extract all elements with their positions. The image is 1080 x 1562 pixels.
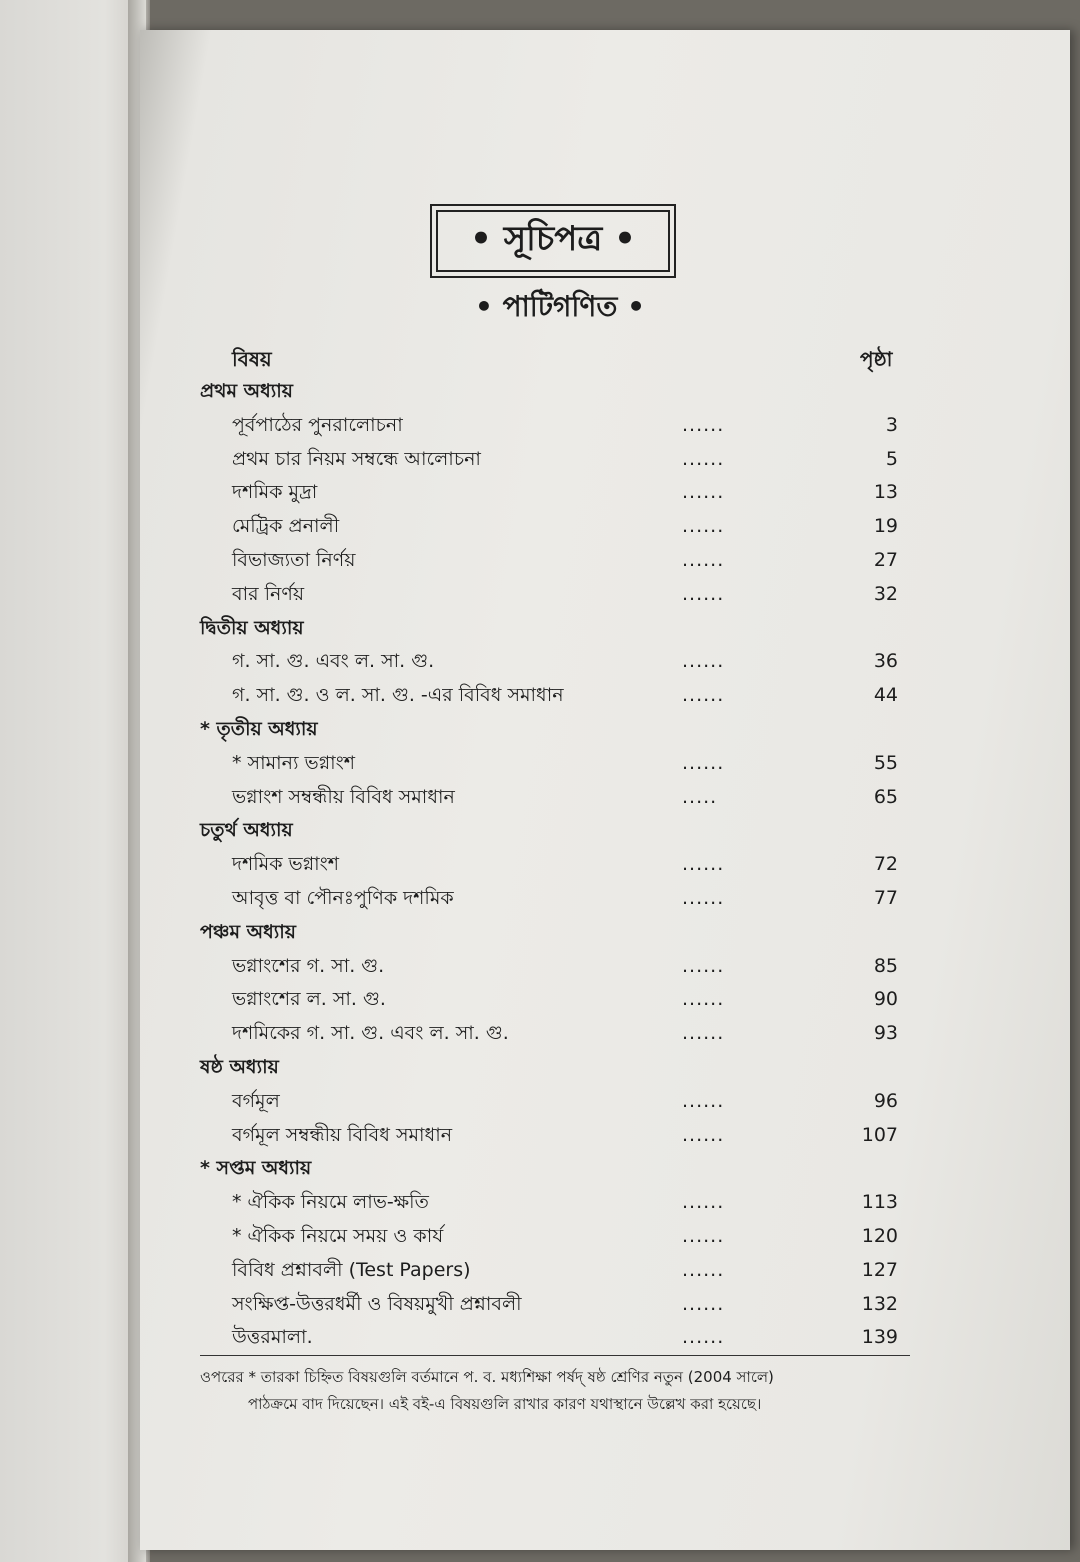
toc-chapter-heading xyxy=(0,376,1080,406)
toc-label: চতুর্থ অধ্যায় xyxy=(200,819,293,842)
toc-chapter-heading xyxy=(0,917,1080,947)
toc-page-number: 90 xyxy=(873,988,898,1011)
toc-entry xyxy=(0,1120,1080,1150)
toc-chapter-heading xyxy=(0,815,1080,845)
footnote xyxy=(200,1364,920,1418)
toc-label: পূর্বপাঠের পুনরালোচনা xyxy=(232,413,403,436)
toc-label: * ঐকিক নিয়মে সময় ও কার্য xyxy=(232,1225,444,1247)
toc-label: মেট্রিক প্রনালী xyxy=(232,515,340,538)
toc-label: বার নির্ণয় xyxy=(232,582,305,605)
toc-page-number: 120 xyxy=(861,1225,898,1247)
toc-label: আবৃত্ত বা পৌনঃপুণিক দশমিক xyxy=(232,887,454,909)
toc-leader-dots: ...... xyxy=(682,751,725,774)
toc-leader-dots: ...... xyxy=(682,887,725,909)
toc-entry xyxy=(0,1221,1080,1251)
toc-label: প্রথম অধ্যায় xyxy=(200,380,293,402)
toc-page-number: 44 xyxy=(873,684,898,707)
toc-page-number: 72 xyxy=(873,853,898,876)
toc-leader-dots: ..... xyxy=(682,785,718,808)
toc-page-number: 77 xyxy=(873,887,898,909)
toc-page-number: 5 xyxy=(885,447,898,470)
toc-label: দ্বিতীয় অধ্যায় xyxy=(200,616,304,639)
toc-entry xyxy=(0,984,1080,1014)
toc-page-number: 127 xyxy=(861,1258,898,1281)
toc-page-number: 139 xyxy=(861,1326,898,1349)
toc-entry xyxy=(0,1187,1080,1217)
toc-leader-dots: ...... xyxy=(682,1089,725,1112)
toc-chapter-heading xyxy=(0,714,1080,744)
toc-leader-dots: ...... xyxy=(682,1292,725,1315)
toc-label: বিভাজ্যতা নির্ণয় xyxy=(232,549,356,571)
toc-label: * সপ্তম অধ্যায় xyxy=(200,1157,312,1180)
toc-label: * ঐকিক নিয়মে লাভ-ক্ষতি xyxy=(232,1191,429,1214)
toc-label: ভগ্নাংশের গ. সা. গু. xyxy=(232,954,385,977)
toc-leader-dots: ...... xyxy=(682,650,725,673)
toc-page-number: 85 xyxy=(873,954,898,977)
toc-entry xyxy=(0,1322,1080,1352)
toc-page-number: 27 xyxy=(873,549,898,571)
toc-label: দশমিক মুদ্রা xyxy=(232,481,318,504)
toc-entry xyxy=(0,444,1080,474)
toc-page-number: 107 xyxy=(861,1123,898,1146)
toc-label: গ. সা. গু. ও ল. সা. গু. -এর বিবিধ সমাধান xyxy=(232,684,564,707)
footnote-line-2: পাঠক্রমে বাদ দিয়েছেন। এই বই-এ বিষয়গুলি রাখার কারণ যথাস্থানে উল্লেখ করা হয়েছে। xyxy=(248,1395,762,1413)
section-subtitle: • পাটিগণিত • xyxy=(475,290,645,323)
toc-entry xyxy=(0,849,1080,879)
toc-entry xyxy=(0,1018,1080,1048)
toc-leader-dots: ...... xyxy=(682,954,725,977)
toc-entry xyxy=(0,579,1080,609)
toc-entry xyxy=(0,1086,1080,1116)
toc-entry xyxy=(0,545,1080,575)
toc-page-number: 132 xyxy=(861,1292,898,1315)
toc-label: বর্গমূল সম্বন্ধীয় বিবিধ সমাধান xyxy=(232,1123,453,1146)
toc-leader-dots: ...... xyxy=(682,582,725,605)
toc-page-number: 36 xyxy=(873,650,898,673)
toc-page-number: 65 xyxy=(873,785,898,808)
column-header-page: পৃষ্ঠা xyxy=(860,347,893,371)
column-header-topic: বিষয় xyxy=(232,347,272,371)
toc-leader-dots: ...... xyxy=(682,481,725,504)
toc-label: ষষ্ঠ অধ্যায় xyxy=(200,1056,279,1078)
toc-leader-dots: ...... xyxy=(682,447,725,470)
toc-label: ভগ্নাংশের ল. সা. গু. xyxy=(232,988,386,1011)
toc-chapter-heading xyxy=(0,613,1080,643)
toc-leader-dots: ...... xyxy=(682,515,725,538)
toc-page-number: 3 xyxy=(885,413,898,436)
toc-leader-dots: ...... xyxy=(682,549,725,571)
toc-leader-dots: ...... xyxy=(682,1225,725,1247)
toc-label: দশমিক ভগ্নাংশ xyxy=(232,853,340,876)
toc-leader-dots: ...... xyxy=(682,1258,725,1281)
toc-leader-dots: ...... xyxy=(682,413,725,436)
toc-leader-dots: ...... xyxy=(682,1191,725,1214)
toc-leader-dots: ...... xyxy=(682,1326,725,1349)
toc-leader-dots: ...... xyxy=(682,853,725,876)
toc-leader-dots: ...... xyxy=(682,1022,725,1045)
toc-page-number: 113 xyxy=(861,1191,898,1214)
toc-entry xyxy=(0,1255,1080,1285)
toc-leader-dots: ...... xyxy=(682,988,725,1011)
toc-label: * সামান্য ভগ্নাংশ xyxy=(232,751,356,774)
toc-entry xyxy=(0,1289,1080,1319)
toc-label: পঞ্চম অধ্যায় xyxy=(200,920,296,943)
toc-page-number: 96 xyxy=(873,1089,898,1112)
page-title: • সূচিপত্র • xyxy=(436,210,670,272)
toc-entry xyxy=(0,410,1080,440)
toc-entry xyxy=(0,883,1080,913)
toc-label: উত্তরমালা. xyxy=(232,1326,313,1349)
toc-label: বর্গমূল xyxy=(232,1089,280,1112)
toc-entry xyxy=(0,680,1080,710)
toc-label: বিবিধ প্রশ্নাবলী (Test Papers) xyxy=(232,1258,471,1281)
toc-page-number: 93 xyxy=(873,1022,898,1045)
toc-page-number: 55 xyxy=(873,751,898,774)
toc-label: * তৃতীয় অধ্যায় xyxy=(200,718,318,740)
toc-label: গ. সা. গু. এবং ল. সা. গু. xyxy=(232,650,435,673)
toc-entry xyxy=(0,646,1080,676)
toc-leader-dots: ...... xyxy=(682,1123,725,1146)
toc-chapter-heading xyxy=(0,1052,1080,1082)
toc-label: ভগ্নাংশ সম্বন্ধীয় বিবিধ সমাধান xyxy=(232,785,455,808)
toc-entry xyxy=(0,477,1080,507)
toc-page-number: 19 xyxy=(873,515,898,538)
toc-entry xyxy=(0,951,1080,981)
footnote-line-1: ওপরের * তারকা চিহ্নিত বিষয়গুলি বর্তমানে প. ব. মধ্যশিক্ষা পর্ষদ্ ষষ্ঠ শ্রেণির নতুন (2004 সালে) xyxy=(200,1368,774,1386)
toc-entry xyxy=(0,748,1080,778)
toc-chapter-heading xyxy=(0,1153,1080,1183)
toc-page-number: 13 xyxy=(873,481,898,504)
toc-label: সংক্ষিপ্ত-উত্তরধর্মী ও বিষয়মুখী প্রশ্নাবলী xyxy=(232,1292,522,1315)
toc-entry xyxy=(0,511,1080,541)
toc-page-number: 32 xyxy=(873,582,898,605)
toc-entry xyxy=(0,782,1080,812)
toc-label: দশমিকের গ. সা. গু. এবং ল. সা. গু. xyxy=(232,1022,509,1045)
toc-leader-dots: ...... xyxy=(682,684,725,707)
toc-label: প্রথম চার নিয়ম সম্বন্ধে আলোচনা xyxy=(232,447,481,470)
footnote-divider xyxy=(200,1355,910,1356)
